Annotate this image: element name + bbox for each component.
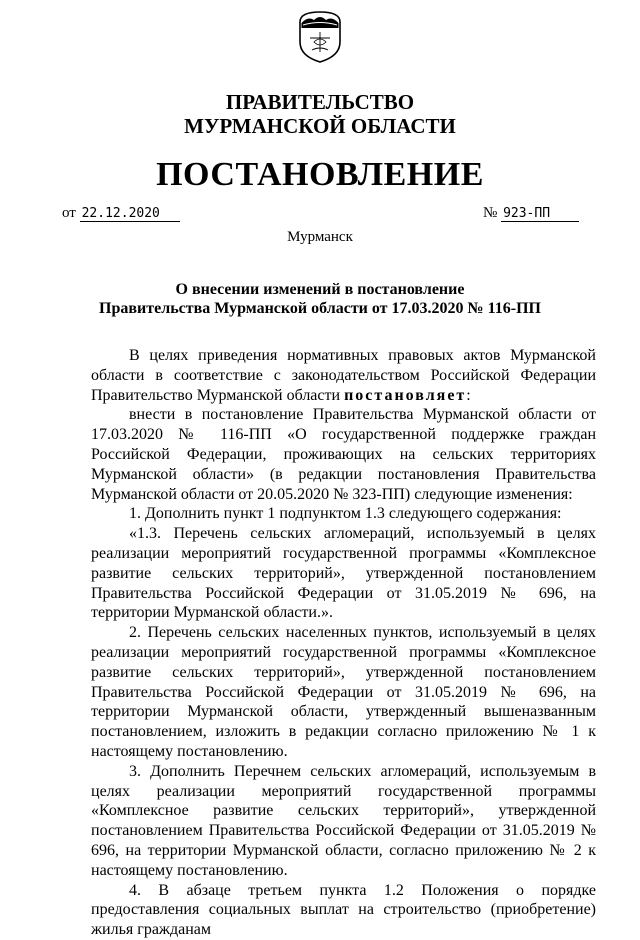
date-line xyxy=(62,205,180,222)
paragraph-item-1: 1. Дополнить пункт 1 подпунктом 1.3 следующего содержания: xyxy=(129,505,562,523)
organization-name-line1: ПРАВИТЕЛЬСТВО xyxy=(225,90,415,114)
paragraph-item-2: 2. Перечень сельских населенных пунктов, используемый в целях реализации мероприятий государственной программы «Комплексное развитие сельских территорий», утвержденной постановлением Правительства Российской Федерации от 31.05.2019 № 696, на территории Мурманской области, утвержденный вышеназванным постановлением, изложить в редакции согласно приложению № 1 к настоящему постановлению. xyxy=(91,624,596,760)
paragraph-item-3: 3. Дополнить Перечнем сельских агломераций, используемым в целях реализации мероприятий государственной программы «Комплексное развитие сельских территорий», утвержденной постановлением Правительства Российской Федерации от 31.05.2019 № 696, на территории Мурманской области, согласно приложению № 2 к настоящему постановлению. xyxy=(91,762,596,879)
paragraph-amend-intro: внести в постановление Правительства Мурманской области от 17.03.2020 № 116-ПП «О государственной поддержке граждан Российской Федерации, проживающих на сельских территориях Мурманской области» (в редакции постановления Правительства Мурманской области от 20.05.2020 № 323-ПП) следующие изменения: xyxy=(91,406,596,503)
organization-name-line2: МУРМАНСКОЙ ОБЛАСТИ xyxy=(184,114,456,138)
document-body xyxy=(91,346,596,940)
coat-of-arms-icon xyxy=(294,8,346,64)
preamble-text: В целях приведения нормативных правовых актов Мурманской области в соответствие с законодательством Российской Федерации Правительство Мурманской области xyxy=(91,347,596,404)
number-prefix: № xyxy=(483,205,498,221)
document-subject xyxy=(0,280,640,318)
number-line xyxy=(483,205,579,222)
paragraph-preamble xyxy=(91,346,596,405)
paragraph-item-1-3: «1.3. Перечень сельских агломераций, используемый в целях реализации мероприятий государственной программы «Комплексное развитие сельских территорий», утвержденной постановлением Правительства Российской Федерации от 31.05.2019 № 696, на территории Мурманской области.». xyxy=(91,525,596,622)
paragraph-item-4: 4. В абзаце третьем пункта 1.2 Положения о порядке предоставления социальных выплат на строительство (приобретение) жилья гражданам xyxy=(91,881,596,939)
document-date: 22.12.2020 xyxy=(80,206,180,222)
subject-line1: О внесении изменений в постановление xyxy=(175,281,465,298)
resolves-word: постановляет xyxy=(344,386,467,404)
preamble-colon: : xyxy=(466,386,471,404)
subject-line2: Правительства Мурманской области от 17.03.2020 № 116-ПП xyxy=(99,300,541,317)
document-type: ПОСТАНОВЛЕНИЕ xyxy=(156,156,484,193)
city: Мурманск xyxy=(287,229,353,245)
date-prefix: от xyxy=(62,205,76,221)
document-number: 923-ПП xyxy=(501,206,579,222)
